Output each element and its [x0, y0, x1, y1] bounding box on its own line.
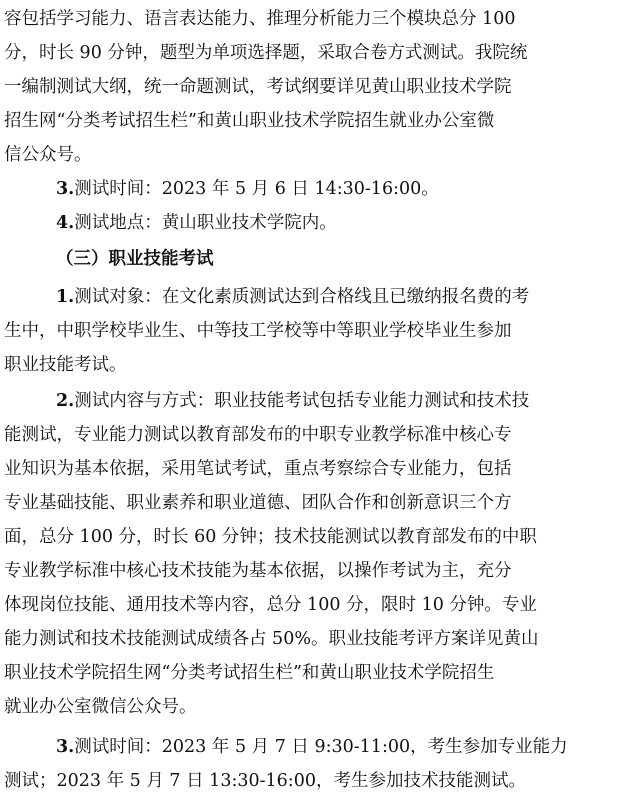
paragraph-line: 生中，中职学校毕业生、中等技工学校等中等职业学校毕业生参加: [4, 321, 512, 341]
paragraph-line: 招生网“分类考试招生栏”和黄山职业技术学院招生就业办公室微: [4, 111, 495, 131]
paragraph-line: 2.测试内容与方式：职业技能考试包括专业能力测试和技术技: [56, 391, 530, 411]
paragraph-line: 容包括学习能力、语言表达能力、推理分析能力三个模块总分 100: [4, 9, 516, 29]
paragraph-line: 分，时长 90 分钟，题型为单项选择题，采取合卷方式测试。我院统: [4, 43, 528, 63]
paragraph-line: 面，总分 100 分，时长 60 分钟；技术技能测试以教育部发布的中职: [4, 527, 537, 547]
paragraph-line: 职业技能考试。: [4, 355, 127, 375]
paragraph-line: 3.测试时间：2023 年 5 月 7 日 9:30-11:00，考生参加专业能力: [56, 737, 568, 757]
paragraph-line: 专业教学标准中核心技术技能为基本依据，以操作考试为主，充分: [4, 561, 512, 581]
paragraph-line: 测试；2023 年 5 月 7 日 13:30-16:00，考生参加技术技能测试。: [4, 771, 526, 791]
section-heading: （三）职业技能考试: [56, 249, 214, 269]
paragraph-line: 职业技术学院招生网“分类考试招生栏”和黄山职业技术学院招生: [4, 663, 495, 683]
paragraph-line: 能力测试和技术技能测试成绩各占 50%。职业技能考评方案详见黄山: [4, 629, 539, 649]
paragraph-line: 体现岗位技能、通用技术等内容，总分 100 分，限时 10 分钟。专业: [4, 595, 537, 615]
test-location-line: 4.测试地点：黄山职业技术学院内。: [56, 213, 337, 233]
paragraph-line: 1.测试对象：在文化素质测试达到合格线且已缴纳报名费的考: [56, 287, 530, 307]
paragraph-line: 信公众号。: [4, 145, 92, 165]
paragraph-line: 专业基础技能、职业素养和职业道德、团队合作和创新意识三个方: [4, 493, 512, 513]
test-time-line: 3.测试时间：2023 年 5 月 6 日 14:30-16:00。: [56, 179, 439, 199]
paragraph-line: 一编制测试大纲，统一命题测试，考试纲要详见黄山职业技术学院: [4, 77, 512, 97]
paragraph-line: 业知识为基本依据，采用笔试考试，重点考察综合专业能力，包括: [4, 459, 512, 479]
paragraph-line: 能测试，专业能力测试以教育部发布的中职专业教学标准中核心专: [4, 425, 512, 445]
paragraph-line: 就业办公室微信公众号。: [4, 697, 197, 717]
